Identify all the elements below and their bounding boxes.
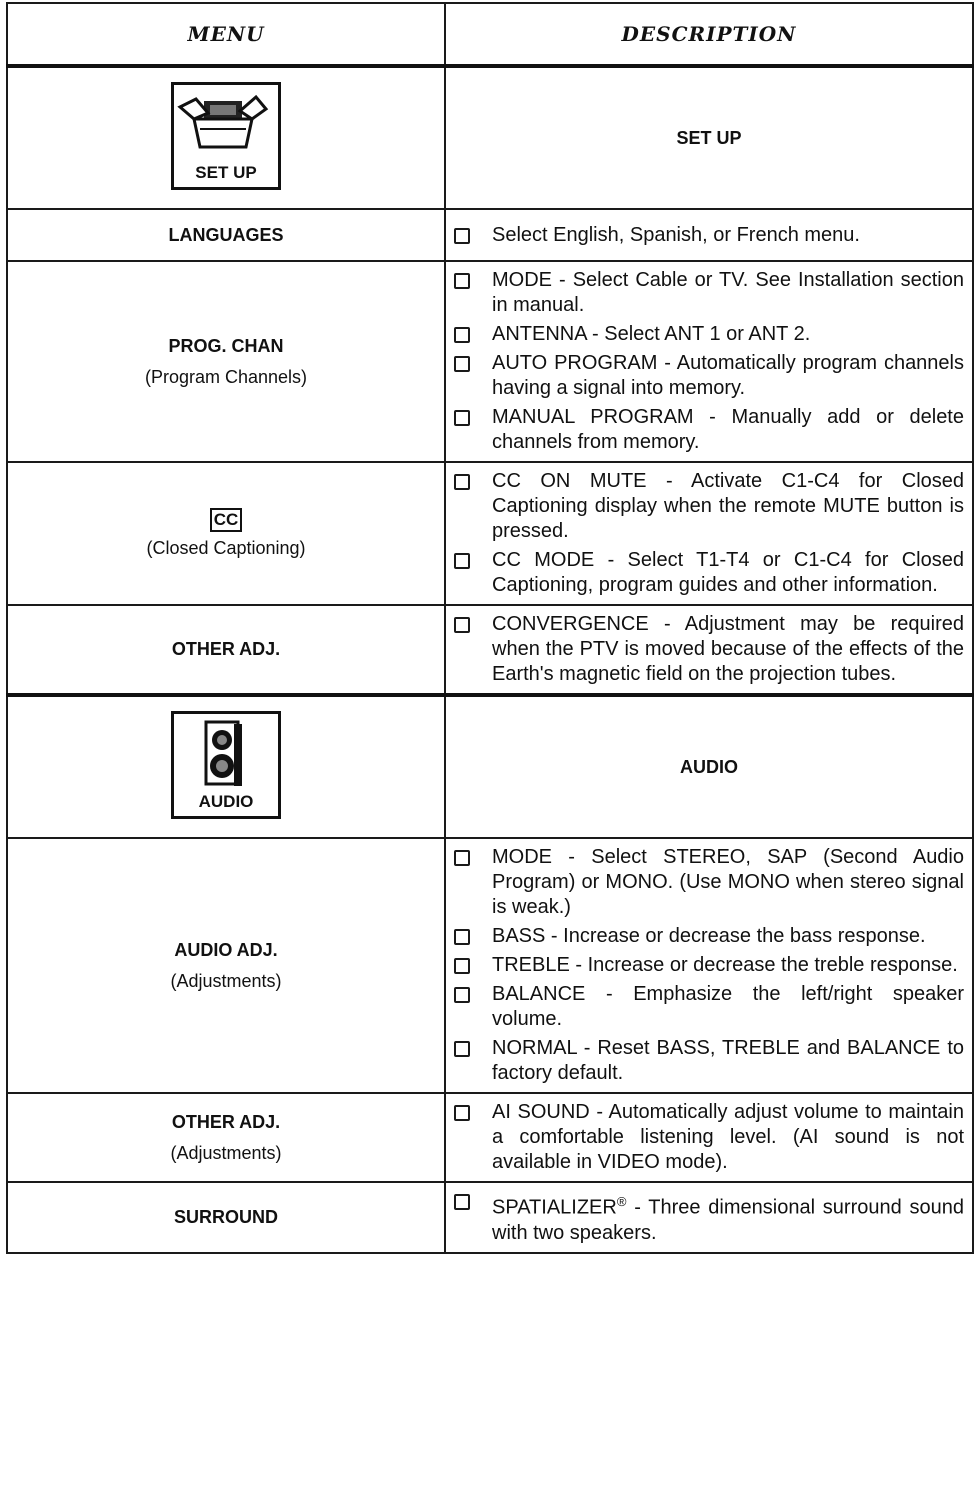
spatializer-label: SPATIALIZER: [492, 1196, 617, 1219]
speaker-icon: [171, 711, 281, 819]
list-item: ANTENNA - Select ANT 1 or ANT 2.: [492, 323, 811, 345]
checkbox-bullet-icon: [454, 1041, 470, 1057]
table-row: [7, 261, 973, 462]
table-row: [7, 1093, 973, 1182]
prog-chan-menu-cell: [7, 261, 445, 462]
setup-section-title: SET UP: [445, 66, 973, 209]
menu-description-document: [6, 2, 972, 1254]
setup-other-adj-menu-cell: [7, 605, 445, 695]
checkbox-bullet-icon: [454, 327, 470, 343]
table-row: [7, 209, 973, 261]
table-row: [7, 1182, 973, 1253]
audio-adj-description-cell: [445, 838, 973, 1093]
cc-description-cell: [445, 462, 973, 605]
checkbox-bullet-icon: [454, 1194, 470, 1210]
languages-menu-cell: [7, 209, 445, 261]
languages-menu-label: LANGUAGES: [168, 224, 284, 245]
list-item: BASS - Increase or decrease the bass response.: [492, 925, 926, 947]
list-item: CC ON MUTE - Activate C1-C4 for Closed Captioning display when the remote MUTE button is pressed.: [492, 470, 964, 542]
audio-other-adj-menu-cell: [7, 1093, 445, 1182]
cc-menu-cell: [7, 462, 445, 605]
checkbox-bullet-icon: [454, 958, 470, 974]
list-item: NORMAL - Reset BASS, TREBLE and BALANCE to factory default.: [492, 1037, 964, 1084]
checkbox-bullet-icon: [454, 553, 470, 569]
description-column-header: DESCRIPTION: [445, 3, 973, 66]
audio-section-row: [7, 695, 973, 838]
list-item: TREBLE - Increase or decrease the treble response.: [492, 954, 958, 976]
open-box-icon: [174, 89, 272, 159]
audio-icon-cell: [7, 695, 445, 838]
checkbox-bullet-icon: [454, 273, 470, 289]
checkbox-bullet-icon: [454, 617, 470, 633]
registered-mark: ®: [616, 1194, 627, 1209]
table-row: [7, 838, 973, 1093]
audio-other-adj-menu-sub: (Adjustments): [170, 1142, 282, 1163]
table-header-row: [7, 3, 973, 66]
setup-section-row: [7, 66, 973, 209]
menu-column-header: MENU: [7, 3, 445, 66]
prog-chan-menu-label: PROG. CHAN: [168, 335, 284, 356]
checkbox-bullet-icon: [454, 1105, 470, 1121]
languages-description-cell: [445, 209, 973, 261]
audio-adj-menu-cell: [7, 838, 445, 1093]
surround-menu-label: SURROUND: [173, 1206, 278, 1227]
list-item: Select English, Spanish, or French menu.: [492, 223, 860, 246]
checkbox-bullet-icon: [454, 410, 470, 426]
list-item: AUTO PROGRAM - Automatically program channels having a signal into memory.: [492, 352, 964, 399]
audio-other-adj-menu-label: OTHER ADJ.: [171, 1111, 281, 1132]
checkbox-bullet-icon: [454, 474, 470, 490]
table-row: [7, 605, 973, 695]
list-item: CC MODE - Select T1-T4 or C1-C4 for Closed Captioning, program guides and other information.: [492, 549, 964, 596]
audio-section-title: AUDIO: [445, 695, 973, 838]
table-row: [7, 462, 973, 605]
surround-description-cell: [445, 1182, 973, 1253]
setup-icon-label: SET UP: [195, 162, 257, 182]
checkbox-bullet-icon: [454, 850, 470, 866]
cc-menu-sub: (Closed Captioning): [146, 538, 306, 558]
checkbox-bullet-icon: [454, 356, 470, 372]
list-item: CONVERGENCE - Adjustment may be required when the PTV is moved because of the effects of the Earth's magnetic field on the projection tubes.: [492, 613, 964, 685]
setup-other-adj-description-cell: [445, 605, 973, 695]
cc-menu-label: CC: [210, 508, 243, 532]
audio-other-adj-description-cell: [445, 1093, 973, 1182]
spatializer-description: - Three dimensional surround sound with two speakers.: [492, 1196, 964, 1244]
audio-adj-menu-label: AUDIO ADJ.: [174, 939, 278, 960]
list-item: MODE - Select STEREO, SAP (Second Audio Program) or MONO. (Use MONO when stereo signal is weak.): [492, 846, 964, 918]
speaker-cabinet-icon: [174, 718, 272, 790]
setup-icon-cell: [7, 66, 445, 209]
list-item: [492, 1189, 964, 1246]
menu-table: [6, 2, 974, 1254]
setup-box-icon: [171, 82, 281, 190]
list-item: BALANCE - Emphasize the left/right speaker volume.: [492, 983, 964, 1030]
audio-adj-menu-sub: (Adjustments): [170, 970, 282, 991]
list-item: AI SOUND - Automatically adjust volume to maintain a comfortable listening level. (AI sound is not available in VIDEO mode).: [492, 1101, 964, 1173]
prog-chan-description-cell: [445, 261, 973, 462]
list-item: MANUAL PROGRAM - Manually add or delete channels from memory.: [492, 406, 964, 453]
setup-other-adj-menu-label: OTHER ADJ.: [171, 639, 281, 659]
checkbox-bullet-icon: [454, 228, 470, 244]
audio-icon-label: AUDIO: [198, 791, 254, 811]
surround-menu-cell: [7, 1182, 445, 1253]
checkbox-bullet-icon: [454, 929, 470, 945]
list-item: MODE - Select Cable or TV. See Installation section in manual.: [492, 269, 964, 316]
prog-chan-menu-sub: (Program Channels): [144, 366, 308, 387]
checkbox-bullet-icon: [454, 987, 470, 1003]
